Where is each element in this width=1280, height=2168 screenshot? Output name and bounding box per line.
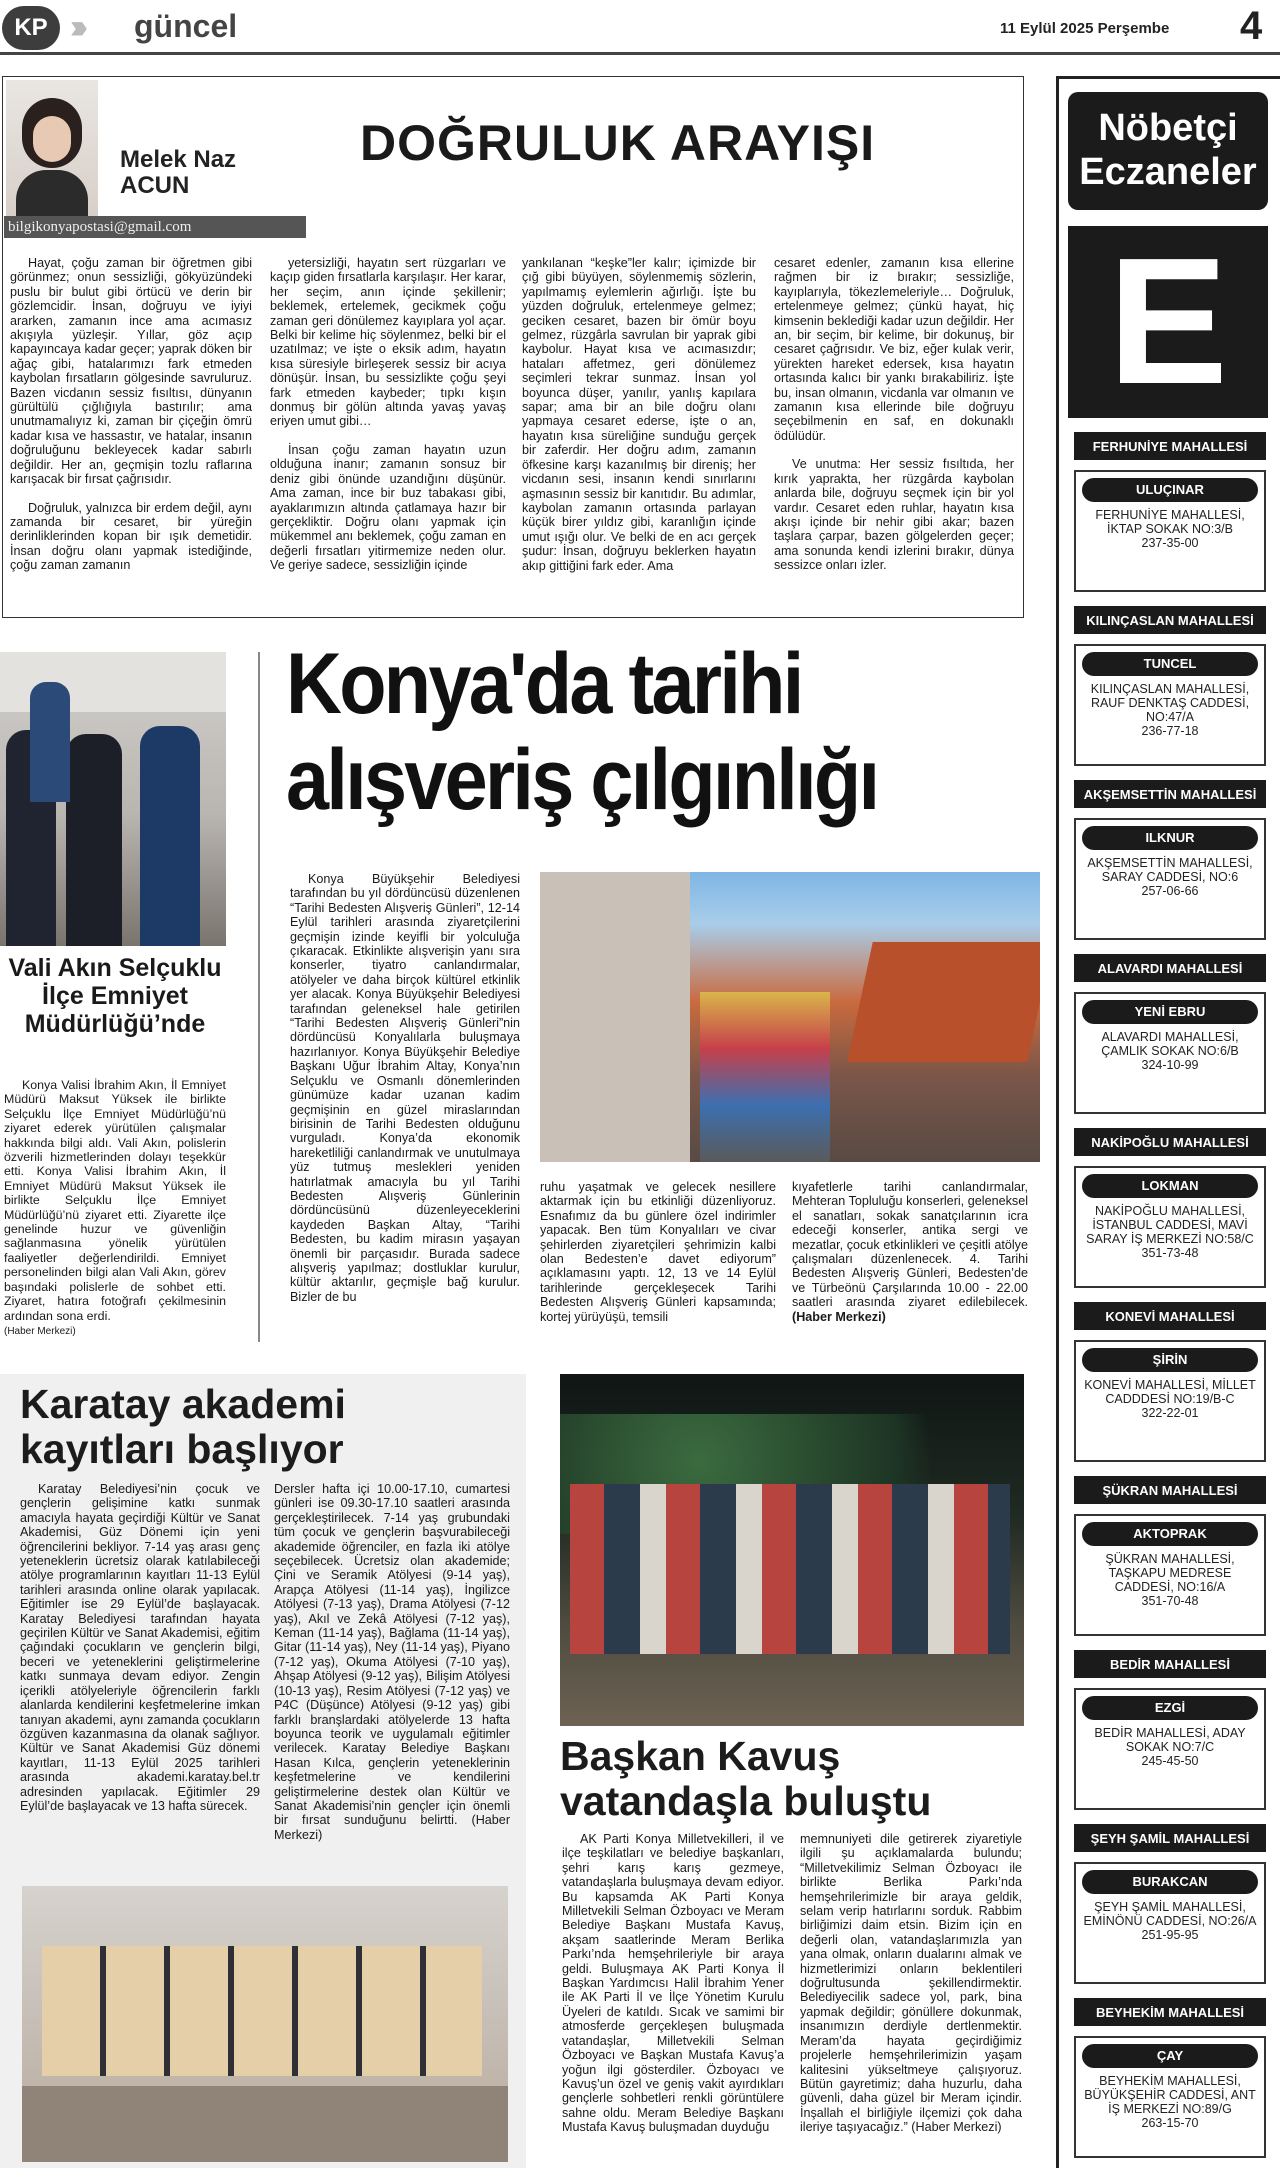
pharmacy-address: AKŞEMSETTİN MAHALLESİ, SARAY CADDESİ, NO:6 bbox=[1087, 856, 1253, 884]
pharmacy-address: KILINÇASLAN MAHALLESİ, RAUF DENKTAŞ CADDESİ, NO:47/A bbox=[1090, 682, 1250, 724]
news-credit: (Haber Merkezi) bbox=[911, 2120, 1002, 2135]
pharmacy-address: ŞEYH ŞAMİL MAHALLESİ, EMİNÖNÜ CADDESİ, NO:26/A bbox=[1083, 1900, 1257, 1928]
chevrons-icon: ››› bbox=[70, 8, 80, 46]
vali-title: Vali Akın Selçuklu İlçe Emniyet Müdürlüğü’nde bbox=[8, 954, 222, 1038]
konya-text-2 bbox=[540, 1180, 776, 1342]
pharmacy-name: AKTOPRAK bbox=[1082, 1522, 1258, 1546]
pharmacy-district: AKŞEMSETTİN MAHALLESİ bbox=[1074, 780, 1266, 808]
karatay-text-1 bbox=[20, 1482, 260, 1868]
pharmacy-title-line: Eczaneler bbox=[1079, 151, 1257, 193]
pharmacy-address: FERHUNİYE MAHALLESİ, İKTAP SOKAK NO:3/B bbox=[1095, 508, 1245, 536]
column-text-1 bbox=[10, 256, 252, 614]
pharmacy-card bbox=[1074, 992, 1266, 1114]
pharmacy-district: ALAVARDI MAHALLESİ bbox=[1074, 954, 1266, 982]
vali-photo bbox=[0, 652, 226, 946]
pharmacy-district: KILINÇASLAN MAHALLESİ bbox=[1074, 606, 1266, 634]
pharmacy-district: NAKİPOĞLU MAHALLESİ bbox=[1074, 1128, 1266, 1156]
author-email: bilgikonyapostasi@gmail.com bbox=[4, 216, 306, 238]
news-credit: (Haber Merkezi) bbox=[792, 1309, 886, 1324]
author-first-name: Melek Naz bbox=[120, 146, 237, 173]
news-credit: (Haber Merkezi) bbox=[4, 1325, 76, 1337]
pharmacy-name: BURAKCAN bbox=[1082, 1870, 1258, 1894]
pharmacy-name: YENİ EBRU bbox=[1082, 1000, 1258, 1024]
karatay-text-2 bbox=[274, 1482, 510, 1868]
column-paragraph: Ve unutma: Her sessiz fısıltıda, her kırık yaprakta, her rüzgârda kaybolan anlarda bile, doğruyu seçmek için bir yol vardır. Cesaret eden ruhlar, hayatın kısa akışı içinde bir nehir gibi akar; bazen taşlara çarpar, bazen gölgelerden geçer; ama sonunda kendi izlerini bırakır, dünya sessizce onları izler. bbox=[774, 457, 1014, 573]
pharmacy-name: EZGİ bbox=[1082, 1696, 1258, 1720]
konya-text-3 bbox=[792, 1180, 1028, 1342]
vali-body bbox=[4, 1078, 226, 1342]
author-photo bbox=[6, 80, 98, 216]
page-header bbox=[0, 0, 1280, 58]
pharmacy-title-line: Nöbetçi bbox=[1098, 107, 1238, 149]
column-title: DOĞRULUK ARAYIŞI bbox=[360, 115, 876, 171]
pharmacy-phone: 237-35-00 bbox=[1141, 536, 1199, 550]
karatay-paragraph: Dersler hafta içi 10.00-17.10, cumartesi günleri ise 09.30-17.10 saatleri arasında gerçekleştirilecek. 7-14 yaş grubundaki tüm çocuk ve gençlerin başvurabileceği akademide öğrenciler, en fazla iki atölye seçebilecek. Ücretsiz olan akademide; Çini ve Seramik Atölyesi (9-14 yaş), Arapça Atölyesi (11-14 yaş), İngilizce Atölyesi (7-13 yaş), Drama Atölyesi (7-12 yaş), Akıl ve Zekâ Atölyesi (7-12 yaş), Keman (11-14 yaş), Bağlama (11-14 yaş), Gitar (11-14 yaş), Ney (11-14 yaş), Piyano (7-12 yaş), Okuma Atölyesi (7-10 yaş), Ahşap Atölyesi (9-12 yaş), Bilişim Atölyesi (10-13 yaş), Resim Atölyesi (7-12 yaş) ve P4C (Düşünce) Atölyesi (9-12 yaş) gibi farklı branşlardaki atölyelerde 13 hafta boyunca teorik ve uygulamalı eğitimler verilecek. Karatay Belediye Başkanı Hasan Kılca, gençlerin yeteneklerinin keşfetmelerine ve kendilerini geliştirmelerine destek olan Kültür ve Sanat Akademisi’nin gençler için önemli bir fırsat sunduğunu belirtti. (Haber Merkezi) bbox=[274, 1482, 510, 1842]
konya-paragraph: kıyafetlerle tarihi canlandırmalar, Mehteran Topluluğu konserleri, geleneksel el sanatları, sokak sanatçılarının icra edeceği konserler, antika sergi ve mezatlar, çocuk etkinlikleri ve çeşitli atölye çalışmaları düzenlenecek. 4. Tarihi Bedesten Alışveriş Günleri, Bedesten’de ve Türbeönü Çarşılarında 10.00 - 22.00 saatleri arasında ziyaret edilebilecek. (Haber Merkezi) bbox=[792, 1180, 1028, 1324]
karatay-paragraph: Karatay Belediyesi’nin çocuk ve gençlerin gelişimine katkı sunmak amacıyla hayata geçirdiği Kültür ve Sanat Akademisi, Güz Dönemi için yeni öğrencilerini bekliyor. 7-14 yaş arası genç yeteneklerin ücretsiz olarak katılabileceği atölye programlarının kayıtları 11-13 Eylül tarihleri arasında online olarak yapılacak. Eğitimler ise 29 Eylül’de başlayacak. Karatay Belediyesi tarafından hayata geçirilen Kültür ve Sanat Akademisi, eğitim çağındaki çocukların ve gençlerin bilgi, beceri ve yeteneklerini geliştirmelerine katkı sunmaya devam ediyor. Zengin içerikli atölyeleriyle öğrencilerin farklı alanlarda kendilerini keşfetmelerine imkan tanıyan akademi, aynı zamanda çocukların özgüven kazanmasına da olanak sağlıyor. Kültür ve Sanat Akademisi Güz dönemi kayıtları, 11-13 Eylül 2025 tarihleri arasında akademi.karatay.bel.tr adresinden yapılacak. Eğitimler 29 Eylül’de başlayacak ve 13 hafta sürecek. bbox=[20, 1482, 260, 1813]
column-paragraph: cesaret edenler, zamanın kısa ellerine rağmen bir iz bırakır; sessizliğe, kayıplarıyla, tökezlemeleriyle… Doğruluk, ertelenmeye gelmez; çünkü hayat, hiç kimsenin beklediği kadar uzun değildir. Her an, bir seçim, bir kelime, bir dokunuş, bir cesaret çağrısıdır. Ve biz, eğer kulak verir, yürekten hareket edersek, kısa hayatın ortasında kalıcı bir yankı bırakabiliriz. İşte bu, insan olmanın, vicdanla var olmanın ve zamanın kısa ellerinde bile doğruyu seçebilmenin en saf, en dokunaklı ödülüdür. bbox=[774, 256, 1014, 443]
column-paragraph: Hayat, çoğu zaman bir öğretmen gibi görünmez; onun sessizliği, gökyüzündeki puslu bir bulut gibi örtücü ve derin bir gözlemcidir. İnsan, doğruyu ve iyiyi ararken, zamanın ince ama acımasız akışıyla yüzleşir. Yıllar, göz açıp kapayıncaya kadar geçer; yaprak döken bir ağaç gibi, hatalarımızı fark etmeden kaybolan fırsatların gölgesinde savruluruz. Bazen vicdanın sessiz fısıltısı, dünyanın gürültülü çığlığıyla bastırılır; ama unutmamalıyız ki, zaman bir çiçeğin ömrü kadar kısa ve hassastır, ve hatalar, insanın doğruluğunu bekleyecek kadar sabırlı değildir. Her an, geçmişin tozlu raflarına karışacak bir fırsat çağrısıdır. bbox=[10, 256, 252, 487]
konya-title-line-2: alışveriş çılgınlığı bbox=[286, 732, 878, 828]
page-number: 4 bbox=[1240, 4, 1263, 48]
pharmacy-district: BEDİR MAHALLESİ bbox=[1074, 1650, 1266, 1678]
pharmacy-card bbox=[1074, 1862, 1266, 1984]
column-text-4 bbox=[774, 256, 1014, 614]
pharmacy-phone: 351-70-48 bbox=[1141, 1594, 1199, 1608]
author-last-name: ACUN bbox=[120, 172, 190, 199]
kavus-title: Başkan Kavuş vatandaşla buluştu bbox=[560, 1733, 932, 1824]
konya-title-line-1: Konya'da tarihi bbox=[286, 636, 802, 732]
workshop-photo bbox=[22, 1886, 508, 2162]
pharmacy-name: ULUÇINAR bbox=[1082, 478, 1258, 502]
konya-paragraph: Konya Büyükşehir Belediyesi tarafından bu yıl dördüncüsü düzenlenen “Tarihi Bedesten Alışveriş Günleri”, 12-14 Eylül tarihleri arasında ziyaretçilerini geçmişin izinde keyifli bir yolculuğa çıkaracak. Etkinlikte alışverişin yanı sıra konserler, tiyatro canlandırmalar, atölyeler ve daha birçok kültürel etkinlik yer alacak. Konya Büyükşehir Belediyesi tarafından geleneksel hale getirilen “Tarihi Bedesten Alışveriş Günleri”nin dördüncüsü Konyalılarla buluşmaya hazırlanıyor. Konya Büyükşehir Belediye Başkanı Uğur İbrahim Altay, Konya’nın Selçuklu ve Osmanlı dönemlerinden günümüze kadar uzanan kadim geçmişinin en güzel miraslarından birisinin de Tarihi Bedesten olduğunu vurguladı. Konya’da ekonomik hareketliliği canlandırmak ve unutulmaya yüz tutmuş meslekleri yeniden hatırlatmak amacıyla bu yıl Tarihi Bedesten Alışveriş Günlerinin dördüncüsünü düzenleyeceklerini kaydeden Başkan Altay, “Tarihi Bedesten, bu kadim mirasın yaşayan önemli bir parçasıdır. Burada sadece alışveriş yapılmaz; dostluklar kurulur, kültür aktarılır, geçmişle bağ kurulur. Bizler de bu bbox=[290, 872, 520, 1304]
pharmacy-address: KONEVİ MAHALLESİ, MİLLET CADDDESİ NO:19/B-C bbox=[1084, 1378, 1256, 1406]
news-credit: (Haber Merkezi) bbox=[274, 1813, 510, 1842]
bazaar-photo bbox=[540, 872, 1040, 1162]
pharmacy-card bbox=[1074, 818, 1266, 940]
pharmacy-phone: 324-10-99 bbox=[1141, 1058, 1199, 1072]
column-text-2 bbox=[270, 256, 506, 614]
pharmacy-card bbox=[1074, 2036, 1266, 2158]
kavus-paragraph: memnuniyeti dile getirerek ziyaretiyle ilgili şu açıklamalarda bulundu; “Milletvekilimiz Selman Özboyacı ile birlikte Berlika Parkı’nda hemşehrilerimizle bir araya geldik, selam verip hatırlarını sorduk. Rabbim birliğimizi daim etsin. Bizim için en değerli olan, vatandaşlarımızla yan yana olmak, onların dualarını almak ve hizmetlerimizi onların beklentileri doğrultusunda şekillendirmektir. Belediyecilik sadece yol, park, bina yapmak değildir; gönüllere dokunmak, insanımızın derdiyle dertlenmektir. Meram’da hayata geçirdiğimiz projelerle hemşehrilerimizin yaşam kalitesini yükseltmeye çalışıyoruz. Bütün gayretimiz; daha huzurlu, daha güvenli, daha güzel bir Meram içindir. İnşallah el birliğiyle ilçemizi çok daha ileriye taşıyacağız.” (Haber Merkezi) bbox=[800, 1832, 1022, 2135]
pharmacy-name: ŞİRİN bbox=[1082, 1348, 1258, 1372]
vertical-rule bbox=[258, 652, 260, 1342]
pharmacy-district: ŞÜKRAN MAHALLESİ bbox=[1074, 1476, 1266, 1504]
column-paragraph: yetersizliği, hayatın sert rüzgarları ve kaçıp giden fırsatlarla karşılaşır. Her karar, her seçim, anın içinde şekillenir; beklemek, ertelemek, gecikmek çoğu zaman geri dönülemez kayıplara yol açar. Belki bir kelime hiç söylenmez, belki bir el uzatılmaz; ve işte o eksik adım, hayatın kısa süresiyle birleşerek sessiz bir acıya dönüşür. İnsan, bu sessizlikte çoğu şeyi fark etmeden kaybeder; tıpkı kışın donmuş bir gölün altında yavaş yavaş eriyen umut gibi… bbox=[270, 256, 506, 429]
pharmacy-phone: 251-95-95 bbox=[1141, 1928, 1199, 1942]
karatay-title: Karatay akademi kayıtları başlıyor bbox=[20, 1381, 346, 1472]
column-paragraph: Doğruluk, yalnızca bir erdem değil, aynı zamanda bir cesaret, bir yüreğin derinliklerinden kopan bir ışık demetidir. İnsan doğru olanı yapmak istediğinde, çoğu zaman zamanın bbox=[10, 500, 252, 573]
pharmacy-card bbox=[1074, 470, 1266, 592]
pharmacy-phone: 351-73-48 bbox=[1141, 1246, 1199, 1260]
pharmacy-card bbox=[1074, 1514, 1266, 1636]
pharmacy-name: TUNCEL bbox=[1082, 652, 1258, 676]
logo: KP bbox=[2, 6, 60, 50]
pharmacy-phone: 263-15-70 bbox=[1141, 2116, 1199, 2130]
pharmacy-address: NAKİPOĞLU MAHALLESİ, İSTANBUL CADDESİ, MAVİ SARAY İŞ MERKEZİ NO:58/C bbox=[1086, 1204, 1254, 1246]
pharmacy-district: BEYHEKİM MAHALLESİ bbox=[1074, 1998, 1266, 2026]
pharmacy-phone: 245-45-50 bbox=[1141, 1754, 1199, 1768]
pharmacy-address: BEDİR MAHALLESİ, ADAY SOKAK NO:7/C bbox=[1094, 1726, 1246, 1754]
pharmacy-phone: 236-77-18 bbox=[1141, 724, 1199, 738]
pharmacy-title bbox=[1068, 92, 1268, 210]
pharmacy-card bbox=[1074, 1340, 1266, 1462]
pharmacy-card bbox=[1074, 1688, 1266, 1810]
kavus-text-2 bbox=[800, 1832, 1022, 2162]
column-paragraph: İnsan çoğu zaman hayatın uzun olduğuna inanır; zamanın sonsuz bir deniz gibi önünde uzandığını düşünür. Ama zaman, ince bir buz tabakası gibi, ayaklarımızın altında çatlamaya hazır bir gerçekliktir. Doğru olanı yapmak için mükemmel anı beklemek, çoğu zaman en değerli fırsatları yitirmemize neden olur. Ve geriye sadece, sessizliğin içinde bbox=[270, 442, 506, 573]
pharmacy-card bbox=[1074, 1166, 1266, 1288]
column-paragraph: yankılanan “keşke”ler kalır; içimizde bir çığ gibi büyüyen, söylenmemiş sözlerin, yapılmamış eylemlerin ağırlığı. İşte bu yüzden doğruluk, ertelenmeye gelmez; geciken cesaret, bazen bir ömür boyu gelmez, rüzgârla savrulan bir yaprak gibi kaybolur. Hayat kısa ve acımasızdır; hataları affetmez, geri dönülemez seçimleri tekrar sunmaz. İnsan yol boyunca düşer, yanılır, yanlış kapılara sapar; ama bir an bile doğru olanı yapmaya cesaret ederse, işte o an, hayatın kısa süreliğine sunduğu gerçek bir zaferdir. Her doğru adım, zamanın öfkesine karşı kazanılmış bir direniş; her vicdanın sesi, insanın kendi sınırlarını aşmasının sessiz bir kanıtıdır. Bu adımlar, kaybolan zamanın ortasında parlayan küçük birer yıldız gibi, karanlığın içinde umut ışığı olur. Ve belki de en acı gerçek şudur: İnsan, doğruyu beklerken hayatın akıp gittiğini fark eder. Ama bbox=[522, 256, 756, 573]
column-text-3 bbox=[522, 256, 756, 614]
pharmacy-address: BEYHEKİM MAHALLESİ, BÜYÜKŞEHİR CADDESİ, ANT İŞ MERKEZİ NO:89/G bbox=[1084, 2074, 1256, 2116]
header-rule bbox=[0, 52, 1280, 55]
pharmacy-phone: 257-06-66 bbox=[1141, 884, 1199, 898]
pharmacy-card bbox=[1074, 644, 1266, 766]
issue-date: 11 Eylül 2025 Perşembe bbox=[1000, 20, 1170, 37]
vali-paragraph: Konya Valisi İbrahim Akın, İl Emniyet Müdürü Maksut Yüksek ile birlikte Selçuklu İlçe Emniyet Müdürlüğü’nü ziyaret ederek yürütülen çalışmalar hakkında bilgi aldı. Vali Akın, polislerin özverili hizmetlerinden dolayı teşekkür etti. Konya Valisi İbrahim Akın, İl Emniyet Müdürü Maksut Yüksek ile birlikte Selçuklu İlçe Emniyet Müdürlüğü’nü ziyaret etti. Ziyarette ilçe genelinde huzur ve güvenliğin sağlanmasına yönelik yürütülen faaliyetler değerlendirildi. Emniyet personelinden bilgi alan Vali Akın, görev başındaki polislerle de sohbet etti. Ziyaret, hatıra fotoğrafı çekilmesinin ardından sona erdi. bbox=[4, 1078, 226, 1323]
pharmacy-address: ALAVARDI MAHALLESİ, ÇAMLIK SOKAK NO:6/B bbox=[1101, 1030, 1239, 1058]
pharmacy-district: ŞEYH ŞAMİL MAHALLESİ bbox=[1074, 1824, 1266, 1852]
kavus-photo bbox=[560, 1374, 1024, 1726]
kavus-text-1 bbox=[562, 1832, 784, 2162]
pharmacy-phone: 322-22-01 bbox=[1141, 1406, 1199, 1420]
pharmacy-district: FERHUNİYE MAHALLESİ bbox=[1074, 432, 1266, 460]
pharmacy-letter: E bbox=[1068, 226, 1268, 418]
pharmacy-name: ÇAY bbox=[1082, 2044, 1258, 2068]
section-title: güncel bbox=[134, 8, 238, 44]
pharmacy-name: ILKNUR bbox=[1082, 826, 1258, 850]
pharmacy-name: LOKMAN bbox=[1082, 1174, 1258, 1198]
konya-text-1 bbox=[290, 872, 520, 1342]
kavus-paragraph: AK Parti Konya Milletvekilleri, il ve ilçe teşkilatları ve belediye başkanları, şehri karış karış gezmeye, vatandaşlarla buluşmaya devam ediyor. Bu kapsamda AK Parti Konya Milletvekili Selman Özboyacı ve Meram Belediye Başkanı Mustafa Kavuş, akşam saatlerinde Meram Berlika Parkı’nda hemşehrileriyle bir araya geldi. Buluşmaya AK Parti Konya İl Başkan Yardımcısı Halil İbrahim Yener ile AK Parti İl ve İlçe Yönetim Kurulu Üyeleri de katıldı. Sıcak ve samimi bir atmosferde gerçekleşen buluşmada vatandaşlar, Milletvekili Selman Özboyacı ve Başkan Mustafa Kavuş’a yoğun ilgi gösterdiler. Özboyacı ve Kavuş’un özel ve geniş vakit ayırdıkları gençlerle sohbetleri renkli görüntülere sahne oldu. Meram Belediye Başkanı Mustafa Kavuş buluşmadan duyduğu bbox=[562, 1832, 784, 2135]
konya-paragraph: ruhu yaşatmak ve gelecek nesillere aktarmak için bu etkinliği düzenliyoruz. Esnafımız da bu günlere özel indirimler yapacak. Ben tüm Konyalıları ve civar şehirlerden ziyaretçileri şehrimizin kalbi olan Bedesten’e davet ediyorum” açıklamasını yaptı. 12, 13 ve 14 Eylül tarihlerinde gerçekleşecek Tarihi Bedesten Alışveriş Günleri kapsamında; kortej yürüyüşü, temsili bbox=[540, 1180, 776, 1324]
pharmacy-address: ŞÜKRAN MAHALLESİ, TAŞKAPU MEDRESE CADDESİ, NO:16/A bbox=[1105, 1552, 1235, 1594]
pharmacy-district: KONEVİ MAHALLESİ bbox=[1074, 1302, 1266, 1330]
